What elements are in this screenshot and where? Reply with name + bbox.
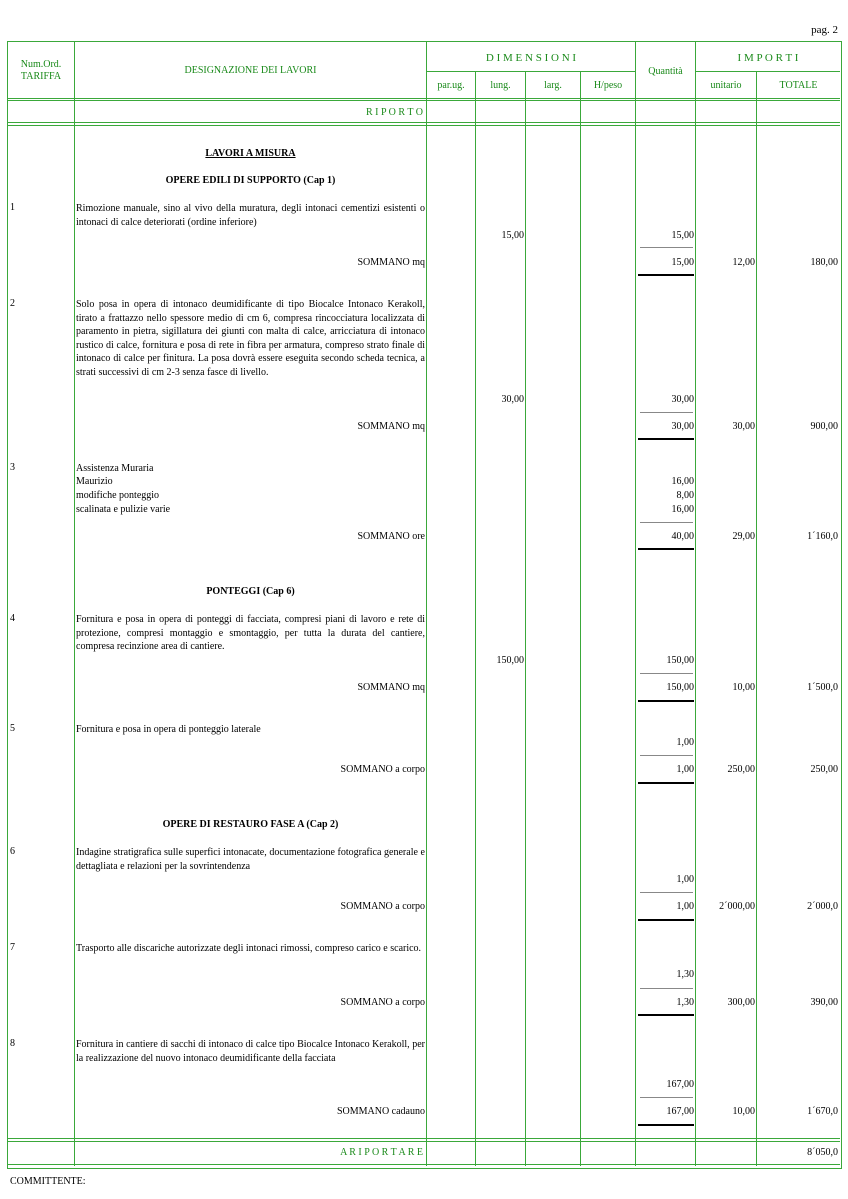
item-number: 8 bbox=[10, 1038, 15, 1049]
a-riportare-total: 8´050,0 bbox=[807, 1147, 838, 1158]
item-line: Assistenza Muraria bbox=[76, 463, 154, 474]
item-total: 2´000,0 bbox=[807, 901, 838, 912]
item-sum-qty: 150,00 bbox=[666, 682, 694, 693]
header-designazione: DESIGNAZIONE DEI LAVORI bbox=[184, 65, 317, 76]
item-description: Indagine stratigrafica sulle superfici intonacate, documentazione fotografica generale e dettagliata e relazioni per la sovrintendenza bbox=[76, 847, 425, 872]
item-lung: 30,00 bbox=[501, 394, 524, 405]
header-h-peso: H/peso bbox=[593, 80, 623, 91]
item-unit-price: 300,00 bbox=[727, 997, 755, 1008]
item-description: Rimozione manuale, sino al vivo della muratura, degli intonaci cementizi esistenti o intonaci di calce deteriorati (ordine inferiore) bbox=[76, 203, 425, 228]
item-number: 6 bbox=[10, 846, 15, 857]
item-qty: 30,00 bbox=[671, 394, 694, 405]
item-sommano: SOMMANO a corpo bbox=[340, 997, 425, 1008]
item-sum-qty: 40,00 bbox=[671, 531, 694, 542]
item-sum-qty: 30,00 bbox=[671, 421, 694, 432]
item-sommano: SOMMANO ore bbox=[357, 531, 425, 542]
item-unit-price: 2´000,00 bbox=[719, 901, 755, 912]
header-importi: I M P O R T I bbox=[737, 52, 799, 64]
item-qty: 15,00 bbox=[671, 230, 694, 241]
item-qty: 1,30 bbox=[676, 969, 694, 980]
item-description: Solo posa in opera di intonaco deumidificante di tipo Biocalce Intonaco Kerakoll, tirato a frattazzo nello spessore medio di cm 6, compresa rincocciatura localizzata di paramento in pietra, sigillatura dei giunti con malta di calce, arricciatura di intonaco rustico di calce, fornitura e posa di rete in fibra per armatura, compreso strato finale di intonaco di calce per finitura. La posa dovrà essere eseguita secondo scheda tecnica, a strati successivi di cm 2-3 senza fasce di livello. bbox=[76, 299, 425, 378]
item-number: 2 bbox=[10, 298, 15, 309]
item-lung: 15,00 bbox=[501, 230, 524, 241]
item-total: 250,00 bbox=[810, 764, 838, 775]
header-totale: TOTALE bbox=[779, 80, 818, 91]
section-cap1: OPERE EDILI DI SUPPORTO (Cap 1) bbox=[165, 175, 336, 186]
item-sommano: SOMMANO a corpo bbox=[340, 764, 425, 775]
item-qty: 167,00 bbox=[666, 1079, 694, 1090]
item-total: 900,00 bbox=[810, 421, 838, 432]
item-sommano: SOMMANO mq bbox=[357, 421, 425, 432]
page-number: pag. 2 bbox=[811, 24, 838, 36]
item-total: 1´160,0 bbox=[807, 531, 838, 542]
item-description: Fornitura e posa in opera di ponteggi di facciata, compresi piani di lavoro e rete di protezione, compresi montaggio e smontaggio, per tutta la durata del cantiere, compresa recinzione area di cantiere. bbox=[76, 614, 425, 653]
item-line-qty: 8,00 bbox=[676, 490, 694, 501]
header-quantita: Quantità bbox=[648, 66, 683, 77]
header-lung: lung. bbox=[490, 80, 511, 91]
item-number: 5 bbox=[10, 723, 15, 734]
item-unit-price: 250,00 bbox=[727, 764, 755, 775]
item-sum-qty: 1,30 bbox=[676, 997, 694, 1008]
item-line: modifiche ponteggio bbox=[76, 490, 160, 501]
item-line: Maurizio bbox=[76, 476, 113, 487]
item-unit-price: 29,00 bbox=[732, 531, 755, 542]
item-description: Fornitura e posa in opera di ponteggio laterale bbox=[76, 724, 261, 735]
item-sommano: SOMMANO mq bbox=[357, 682, 425, 693]
item-total: 180,00 bbox=[810, 257, 838, 268]
item-lung: 150,00 bbox=[496, 655, 524, 666]
item-description: Trasporto alle discariche autorizzate degli intonaci rimossi, compreso carico e scarico. bbox=[76, 943, 422, 954]
item-total: 1´500,0 bbox=[807, 682, 838, 693]
item-qty: 1,00 bbox=[676, 737, 694, 748]
item-sommano: SOMMANO mq bbox=[357, 257, 425, 268]
item-number: 3 bbox=[10, 462, 15, 473]
header-num-ord: Num.Ord. bbox=[20, 59, 62, 70]
header-tariffa: TARIFFA bbox=[20, 71, 62, 82]
item-unit-price: 10,00 bbox=[732, 682, 755, 693]
item-qty: 150,00 bbox=[666, 655, 694, 666]
section-cap6: PONTEGGI (Cap 6) bbox=[206, 586, 295, 597]
item-description: Fornitura in cantiere di sacchi di intonaco di calce tipo Biocalce Intonaco Kerakoll, per la realizzazione del nuovo intonaco deumidificante della facciata bbox=[76, 1039, 425, 1064]
a-riportare-label: A R I P O R T A R E bbox=[340, 1147, 423, 1158]
header-unitario: unitario bbox=[710, 80, 742, 91]
riporto-label: R I P O R T O bbox=[365, 107, 423, 118]
item-line-qty: 16,00 bbox=[671, 504, 694, 515]
item-sum-qty: 167,00 bbox=[666, 1106, 694, 1117]
item-total: 390,00 bbox=[810, 997, 838, 1008]
item-unit-price: 12,00 bbox=[732, 257, 755, 268]
item-unit-price: 10,00 bbox=[732, 1106, 755, 1117]
header-larg: larg. bbox=[544, 80, 562, 91]
header-dimensioni: D I M E N S I O N I bbox=[485, 52, 577, 64]
section-lavori-a-misura: LAVORI A MISURA bbox=[205, 148, 296, 159]
item-unit-price: 30,00 bbox=[732, 421, 755, 432]
item-total: 1´670,0 bbox=[807, 1106, 838, 1117]
committente-label: COMMITTENTE: bbox=[10, 1176, 86, 1187]
item-sommano: SOMMANO cadauno bbox=[336, 1106, 425, 1117]
item-line: scalinata e pulizie varie bbox=[76, 504, 171, 515]
item-number: 1 bbox=[10, 202, 15, 213]
item-number: 7 bbox=[10, 942, 15, 953]
item-qty: 1,00 bbox=[676, 874, 694, 885]
section-cap2: OPERE DI RESTAURO FASE A (Cap 2) bbox=[162, 819, 339, 830]
item-line-qty: 16,00 bbox=[671, 476, 694, 487]
item-number: 4 bbox=[10, 613, 15, 624]
header-par-ug: par.ug. bbox=[437, 80, 465, 91]
item-sum-qty: 1,00 bbox=[676, 764, 694, 775]
item-sum-qty: 15,00 bbox=[671, 257, 694, 268]
item-sum-qty: 1,00 bbox=[676, 901, 694, 912]
item-sommano: SOMMANO a corpo bbox=[340, 901, 425, 912]
